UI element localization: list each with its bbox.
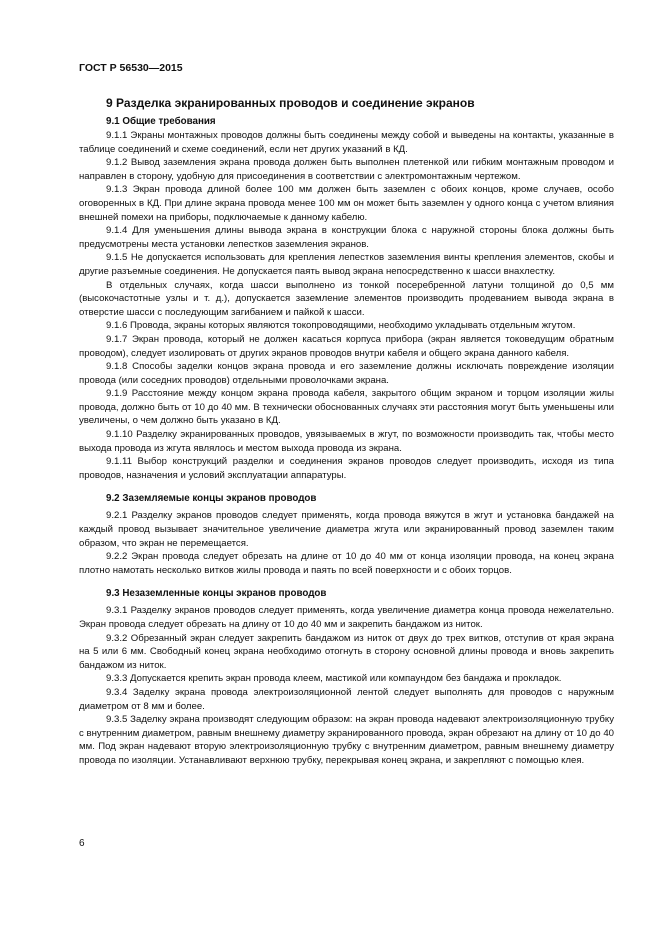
subsection-title: 9.3 Незаземленные концы экранов проводов <box>106 588 327 600</box>
subsection-title: 9.2 Заземляемые концы экранов проводов <box>106 493 317 505</box>
paragraph-9-3-1: 9.3.1 Разделку экранов проводов следует применять, когда увеличение диаметра конца провода нежелательно. Экран провода следует обрезать на длину от 10 до 40 мм и закрепить бандажом из ниток. <box>79 605 614 630</box>
paragraph-9-1-7: 9.1.7 Экран провода, который не должен касаться корпуса прибора (экран является токоведущим обратным проводом), следует изолировать от других экранов проводов внутри кабеля и общего экрана данного кабеля. <box>79 333 614 359</box>
paragraph-9-3-2: 9.3.2 Обрезанный экран следует закрепить бандажом из ниток от двух до трех витков, отступив от края экрана на 5 или 6 мм. Свободный конец экрана необходимо отогнуть в сторону основной длины провода и вновь закрепить бандажом из ниток. <box>79 632 614 671</box>
subsection-title: 9.1 Общие требования <box>106 116 216 127</box>
paragraph-9-3-4: 9.3.4 Заделку экрана провода электроизоляционной лентой следует выполнять для проводов с наружным диаметром от 8 мм и более. <box>79 686 614 712</box>
paragraph-9-1-1: 9.1.1 Экраны монтажных проводов должны быть соединены между собой и выведены на контакты, указанные в таблице соединений и схеме соединений, если нет других указаний в КД. <box>79 130 614 155</box>
paragraph-9-3-5: 9.3.5 Заделку экрана производят следующим образом: на экран провода надевают электроизоляционную трубку с внутренним диаметром, равным внешнему диаметру экранированного провода, экран обрезают на длину от 10 до 40 мм. Под экран надевают вторую электроизоляционную трубку с внутренним диаметром, равным внешнему диаметру провода по изоляции. Устанавливают верхнюю трубку, перекрывая конец экрана, и закрепляют с помощью клея. <box>79 714 614 766</box>
page-number: 6 <box>79 838 85 849</box>
document-body <box>79 96 614 768</box>
paragraph-9-1-5-note: В отдельных случаях, когда шасси выполнено из тонкой посеребренной латуни толщиной до 0,5 мм (высокочастотные узлы и т. д.), допускается заземление элементов производить продеванием вывода экрана в отверстие шасси с последующим загибанием и пайкой к шасси. <box>79 279 614 318</box>
paragraph-9-1-8: 9.1.8 Способы заделки концов экрана провода и его заземление должны исключать повреждение изоляции провода (или соседних проводов) отдельными проволочками экрана. <box>79 361 614 386</box>
paragraph-9-2-1: 9.2.1 Разделку экранов проводов следует применять, когда провода вяжутся в жгут и установка бандажей на каждый провод вызывает значительное увеличение диаметра жгута или экранированный провод заземлен таким образом, что экран не перемещается. <box>79 510 614 549</box>
paragraph-9-1-9: 9.1.9 Расстояние между концом экрана провода кабеля, закрытого общим экраном и торцом изоляции жилы провода, должно быть от 10 до 40 мм. В технически обоснованных случаях эти расстояния могут быть уменьшены или увеличены, о чем должно быть указано в КД. <box>79 388 614 427</box>
paragraph-9-1-10: 9.1.10 Разделку экранированных проводов, увязываемых в жгут, по возможности производить так, чтобы место выхода провода из жгута являлось и местом выхода провода из экрана. <box>79 429 614 454</box>
paragraph-9-1-6: 9.1.6 Провода, экраны которых являются токопроводящими, необходимо укладывать отдельным жгутом. <box>106 320 576 332</box>
paragraph-9-1-5: 9.1.5 Не допускается использовать для крепления лепестков заземления винты крепления элементов, скобы и другие разъемные соединения. Не допускается паять вывод экрана непосредственно к шасси внахлестку. <box>79 252 614 277</box>
document-standard-number: ГОСТ Р 56530—2015 <box>79 62 183 74</box>
paragraph-9-1-11: 9.1.11 Выбор конструкций разделки и соединения экранов проводов следует производить, исходя из типа проводов, назначения и условий эксплуатации аппаратуры. <box>79 456 614 481</box>
section-title: 9 Разделка экранированных проводов и соединение экранов <box>106 96 475 110</box>
paragraph-9-1-4: 9.1.4 Для уменьшения длины вывода экрана в конструкции блока с наружной стороны блока должны быть предусмотрены места установки лепестков заземления экранов. <box>79 225 614 250</box>
paragraph-9-2-2: 9.2.2 Экран провода следует обрезать на длине от 10 до 40 мм от конца изоляции провода, на конец экрана плотно намотать несколько витков жилы провода и паять по всей поверхности и с обоих торцов. <box>79 551 614 576</box>
paragraph-9-3-3: 9.3.3 Допускается крепить экран провода клеем, мастикой или компаундом без бандажа и прокладок. <box>106 673 562 685</box>
paragraph-9-1-2: 9.1.2 Вывод заземления экрана провода должен быть выполнен плетенкой или гибким монтажным проводом и направлен в сторону, удобную для присоединения в соответствии с электромонтажным чертежом. <box>79 157 614 182</box>
paragraph-9-1-3: 9.1.3 Экран провода длиной более 100 мм должен быть заземлен с обоих концов, кроме случаев, особо оговоренных в КД. При длине экрана провода менее 100 мм он может быть заземлен у одного конца с учетом влияния внешней помехи на приборы, подключаемые к данному кабелю. <box>79 184 614 223</box>
